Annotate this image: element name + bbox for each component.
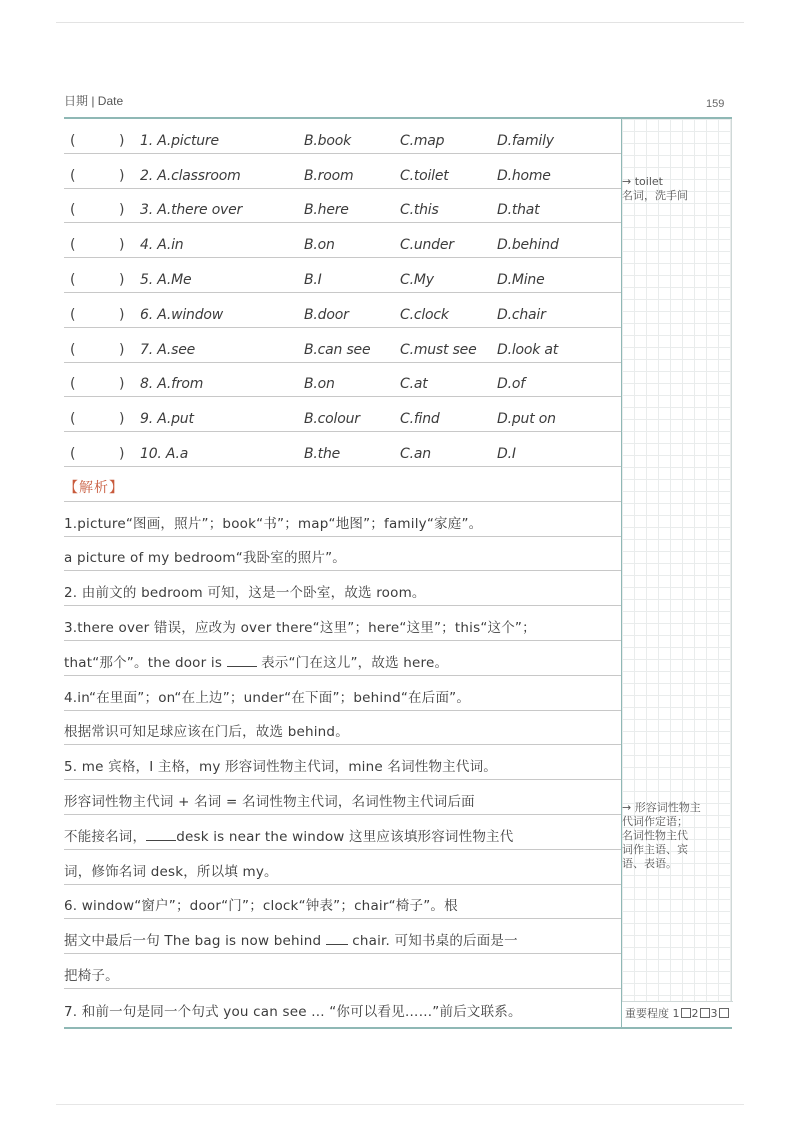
option-a: 10. A.a	[140, 445, 189, 462]
question-row	[64, 328, 621, 363]
option-c: C.under	[400, 237, 454, 254]
answer-paren-close: )	[119, 167, 125, 184]
checkbox-icon[interactable]	[700, 1008, 710, 1018]
option-d: D.behind	[497, 237, 559, 254]
option-c: C.find	[400, 411, 440, 428]
question-row	[64, 189, 621, 224]
fill-blank	[227, 656, 257, 667]
margin-notes-column	[621, 119, 732, 1027]
importance-level-2: 2	[691, 1007, 699, 1020]
option-b: B.on	[304, 376, 335, 393]
question-row	[64, 154, 621, 189]
answer-paren-close: )	[119, 306, 125, 323]
answer-paren-open: (	[70, 237, 76, 254]
explanation-line	[64, 850, 621, 885]
explanation-text: 6. window“窗户”；door“门”；clock“钟表”；chair“椅子”。根	[64, 898, 458, 915]
answer-paren-close: )	[119, 237, 125, 254]
option-a: 4. A.in	[140, 237, 184, 254]
importance-level-3: 3	[710, 1007, 718, 1020]
answer-paren-close: )	[119, 376, 125, 393]
explanation-text: 2. 由前文的 bedroom 可知，这是一个卧室，故选 room。	[64, 585, 426, 602]
explanation-text-part: 表示“门在这儿”，故选 here。	[261, 654, 449, 671]
explanation-text	[64, 825, 513, 845]
explanation-line	[64, 780, 621, 815]
option-a: 9. A.put	[140, 411, 194, 428]
explanation-text: a picture of my bedroom“我卧室的照片”。	[64, 550, 346, 567]
option-d: D.chair	[497, 306, 546, 323]
explanation-line	[64, 676, 621, 711]
explanation-line	[64, 745, 621, 780]
option-b: B.here	[304, 202, 349, 219]
answer-paren-close: )	[119, 445, 125, 462]
answer-paren-open: (	[70, 306, 76, 323]
explanation-text-part: chair. 可知书桌的后面是一	[352, 933, 518, 950]
margin-note-toilet: → toilet 名词，洗手间	[622, 175, 688, 202]
option-a: 1. A.picture	[140, 132, 219, 149]
answer-paren-open: (	[70, 271, 76, 288]
explanation-line	[64, 537, 621, 572]
option-c: C.must see	[400, 341, 477, 358]
option-b: B.room	[304, 167, 354, 184]
explanation-text: 5. me 宾格，I 主格，my 形容词性物主代词，mine 名词性物主代词。	[64, 759, 497, 776]
checkbox-icon[interactable]	[681, 1008, 691, 1018]
question-row	[64, 258, 621, 293]
option-c: C.an	[400, 445, 431, 462]
importance-level-1: 1	[672, 1007, 680, 1020]
explanation-text-part: 不能接名词，	[64, 828, 147, 845]
importance-rating	[622, 1001, 733, 1027]
explanation-text: 3.there over 错误，应改为 over there“这里”；here“这里”；this“这个”；	[64, 619, 536, 636]
option-d: D.put on	[497, 411, 556, 428]
question-row	[64, 363, 621, 398]
margin-note-pronouns: → 形容词性物主 代词作定语； 名词性物主代 词作主语、宾 语、表语。	[622, 801, 701, 870]
explanation-text-part: that“那个”。the door is	[64, 654, 223, 671]
option-a: 2. A.classroom	[140, 167, 241, 184]
explanation-line	[64, 815, 621, 850]
explanation-text: 根据常识可知足球应该在门后，故选 behind。	[64, 724, 349, 741]
option-d: D.home	[497, 167, 551, 184]
option-a: 6. A.window	[140, 306, 224, 323]
option-c: C.map	[400, 132, 445, 149]
explanation-line	[64, 641, 621, 676]
question-row	[64, 432, 621, 467]
answer-paren-close: )	[119, 132, 125, 149]
option-b: B.colour	[304, 411, 360, 428]
explanation-line	[64, 919, 621, 954]
option-b: B.on	[304, 237, 335, 254]
answer-paren-close: )	[119, 411, 125, 428]
bottom-rule	[56, 1104, 744, 1105]
answer-paren-close: )	[119, 202, 125, 219]
option-c: C.toilet	[400, 167, 449, 184]
explanation-text: 1.picture“图画，照片”；book“书”；map“地图”；family“家庭”。	[64, 515, 483, 532]
option-b: B.can see	[304, 341, 371, 358]
option-b: B.I	[304, 271, 322, 288]
option-c: C.this	[400, 202, 439, 219]
fill-blank	[326, 934, 348, 945]
explanation-heading: 【解析】	[64, 479, 124, 496]
explanation-line	[64, 606, 621, 641]
option-d: D.look at	[497, 341, 559, 358]
explanation-text: 把椅子。	[64, 967, 119, 984]
option-b: B.door	[304, 306, 349, 323]
question-row	[64, 397, 621, 432]
checkbox-icon[interactable]	[719, 1008, 729, 1018]
option-a: 5. A.Me	[140, 271, 192, 288]
question-row	[64, 293, 621, 328]
option-d: D.that	[497, 202, 540, 219]
option-d: D.Mine	[497, 271, 545, 288]
explanation-heading-row	[64, 467, 621, 502]
explanation-text-part: 据文中最后一句 The bag is now behind	[64, 933, 322, 950]
explanation-line	[64, 954, 621, 989]
option-b: B.book	[304, 132, 351, 149]
answer-paren-close: )	[119, 341, 125, 358]
answer-paren-open: (	[70, 411, 76, 428]
answer-paren-open: (	[70, 445, 76, 462]
option-a: 8. A.from	[140, 376, 204, 393]
option-d: D.of	[497, 376, 525, 393]
option-c: C.My	[400, 271, 434, 288]
option-b: B.the	[304, 445, 341, 462]
top-rule	[56, 22, 744, 23]
footer-divider	[64, 1027, 732, 1029]
option-d: D.family	[497, 132, 554, 149]
answer-paren-open: (	[70, 376, 76, 393]
answer-paren-open: (	[70, 167, 76, 184]
main-content	[64, 119, 621, 1027]
explanation-text	[64, 651, 448, 671]
option-c: C.at	[400, 376, 428, 393]
option-a: 7. A.see	[140, 341, 196, 358]
answer-paren-open: (	[70, 341, 76, 358]
option-d: D.I	[497, 445, 516, 462]
explanation-text	[64, 929, 518, 949]
explanation-text-part: desk is near the window 这里应该填形容词性物主代	[176, 828, 514, 845]
explanation-text: 7. 和前一句是同一个句式 you can see ... “你可以看见……”前后文联系。	[64, 1003, 522, 1020]
fill-blank	[146, 830, 176, 841]
answer-paren-close: )	[119, 271, 125, 288]
explanation-line	[64, 711, 621, 746]
option-a: 3. A.there over	[140, 202, 243, 219]
page-number: 159	[706, 98, 725, 110]
answer-paren-open: (	[70, 202, 76, 219]
explanation-line	[64, 571, 621, 606]
option-c: C.clock	[400, 306, 449, 323]
question-row	[64, 119, 621, 154]
question-row	[64, 223, 621, 258]
explanation-text: 词，修饰名词 desk，所以填 my。	[64, 863, 278, 880]
explanation-line	[64, 885, 621, 920]
explanation-line	[64, 502, 621, 537]
explanation-line	[64, 989, 621, 1024]
date-label: 日期 | Date	[64, 94, 124, 108]
explanation-text: 形容词性物主代词 + 名词 = 名词性物主代词，名词性物主代词后面	[64, 793, 475, 810]
importance-label: 重要程度	[625, 1007, 669, 1020]
answer-paren-open: (	[70, 132, 76, 149]
explanation-text: 4.in“在里面”；on“在上边”；under“在下面”；behind“在后面”。	[64, 689, 471, 706]
